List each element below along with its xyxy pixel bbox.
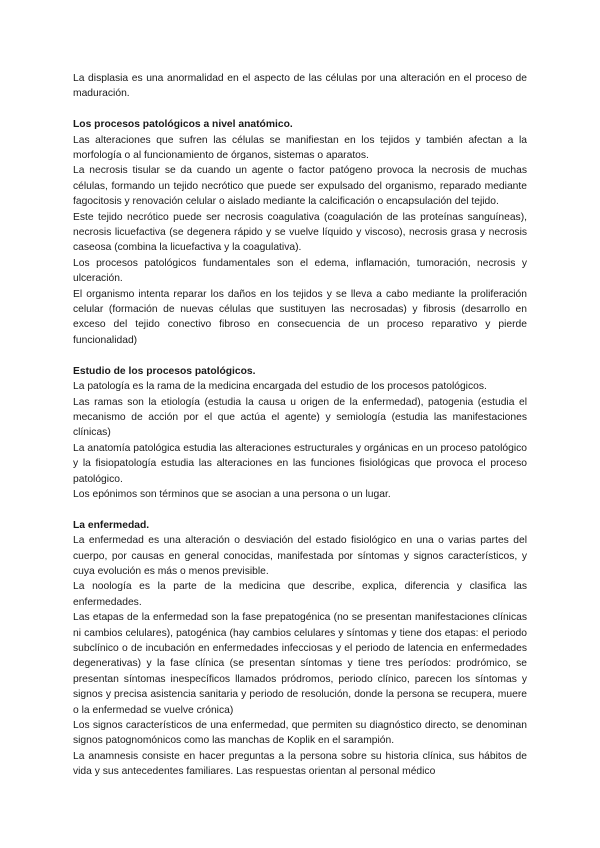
paragraph: Las etapas de la enfermedad son la fase prepatogénica (no se presentan manifestaciones clínicas ni cambios celulares), patogénica (hay cambios celulares y síntomas y tiene dos etapas: el periodo subclínico o de incubación en enfermedades infecciosas y el periodo de latencia en enfermedades degenerativas) y la fase clínica (se presentan síntomas y tiene tres períodos: prodrómico, se presentan síntomas inespecíficos llamados pródromos, periodo clínico, parecen los síntomas y signos y precisa asistencia sanitaria y periodo de resolución, donde la persona se recupera, muere o la enfermedad se vuelve crónica) bbox=[73, 612, 527, 716]
document-body bbox=[73, 71, 527, 780]
paragraph: La enfermedad es una alteración o desviación del estado fisiológico en una o varias partes del cuerpo, por causas en general conocidas, manifestada por síntomas y signos característicos, y cuya evolución es más o menos previsible. bbox=[73, 535, 527, 577]
paragraph: Este tejido necrótico puede ser necrosis coagulativa (coagulación de las proteínas sanguíneas), necrosis licuefactiva (se degenera rápido y se vuelve líquido y viscoso), necrosis grasa y necrosis caseosa (combina la licuefactiva y la coagulativa). bbox=[73, 211, 527, 254]
paragraph: La patología es la rama de la medicina encargada del estudio de los procesos patológicos. bbox=[73, 381, 487, 393]
section-heading-estudio: Estudio de los procesos patológicos. bbox=[73, 365, 256, 377]
paragraph: Las alteraciones que sufren las células se manifiestan en los tejidos y también afectan a la morfología o al funcionamiento de órganos, sistemas o aparatos. bbox=[73, 134, 527, 162]
spacer bbox=[73, 502, 527, 517]
paragraph: Los procesos patológicos fundamentales son el edema, inflamación, tumoración, necrosis y ulceración. bbox=[73, 257, 527, 285]
paragraph: Las ramas son la etiología (estudia la causa u origen de la enfermedad), patogenia (estudia el mecanismo de acción por el que actúa el agente) y semiología (estudia las manifestaciones clínicas) bbox=[73, 396, 527, 439]
paragraph: La anamnesis consiste en hacer preguntas a la persona sobre su historia clínica, sus hábitos de vida y sus antecedentes familiares. Las respuestas orientan al personal médico bbox=[73, 750, 527, 778]
paragraph: El organismo intenta reparar los daños en los tejidos y se lleva a cabo mediante la proliferación celular (formación de nuevas células que sustituyen las necrosadas) y fibrosis (desarrollo en exceso del tejido conectivo fibroso en consecuencia de un proceso reparativo y pierde funcionalidad) bbox=[73, 288, 527, 346]
paragraph: La anatomía patológica estudia las alteraciones estructurales y orgánicas en un proceso patológico y la fisiopatología estudia las alteraciones en las funciones fisiológicas que provoca el proceso patológico. bbox=[73, 442, 527, 485]
paragraph: Los epónimos son términos que se asocian a una persona o un lugar. bbox=[73, 488, 391, 500]
section-heading-enfermedad: La enfermedad. bbox=[73, 519, 150, 531]
section-heading-anatomico: Los procesos patológicos a nivel anatómico. bbox=[73, 119, 293, 131]
paragraph: Los signos característicos de una enfermedad, que permiten su diagnóstico directo, se denominan signos patognomónicos como las manchas de Koplik en el sarampión. bbox=[73, 720, 527, 747]
paragraph: La necrosis tisular se da cuando un agente o factor patógeno provoca la necrosis de muchas células, formando un tejido necrótico que puede ser expulsado del organismo, reparado mediante fagocitosis y renovación celular o aislado mediante la calcificación o encapsulación del tejido. bbox=[73, 165, 527, 208]
spacer bbox=[73, 102, 527, 117]
intro-paragraph: La displasia es una anormalidad en el aspecto de las células por una alteración en el proceso de maduración. bbox=[73, 73, 527, 100]
paragraph: La noología es la parte de la medicina que describe, explica, diferencia y clasifica las enfermedades. bbox=[73, 581, 527, 608]
spacer bbox=[73, 348, 527, 363]
